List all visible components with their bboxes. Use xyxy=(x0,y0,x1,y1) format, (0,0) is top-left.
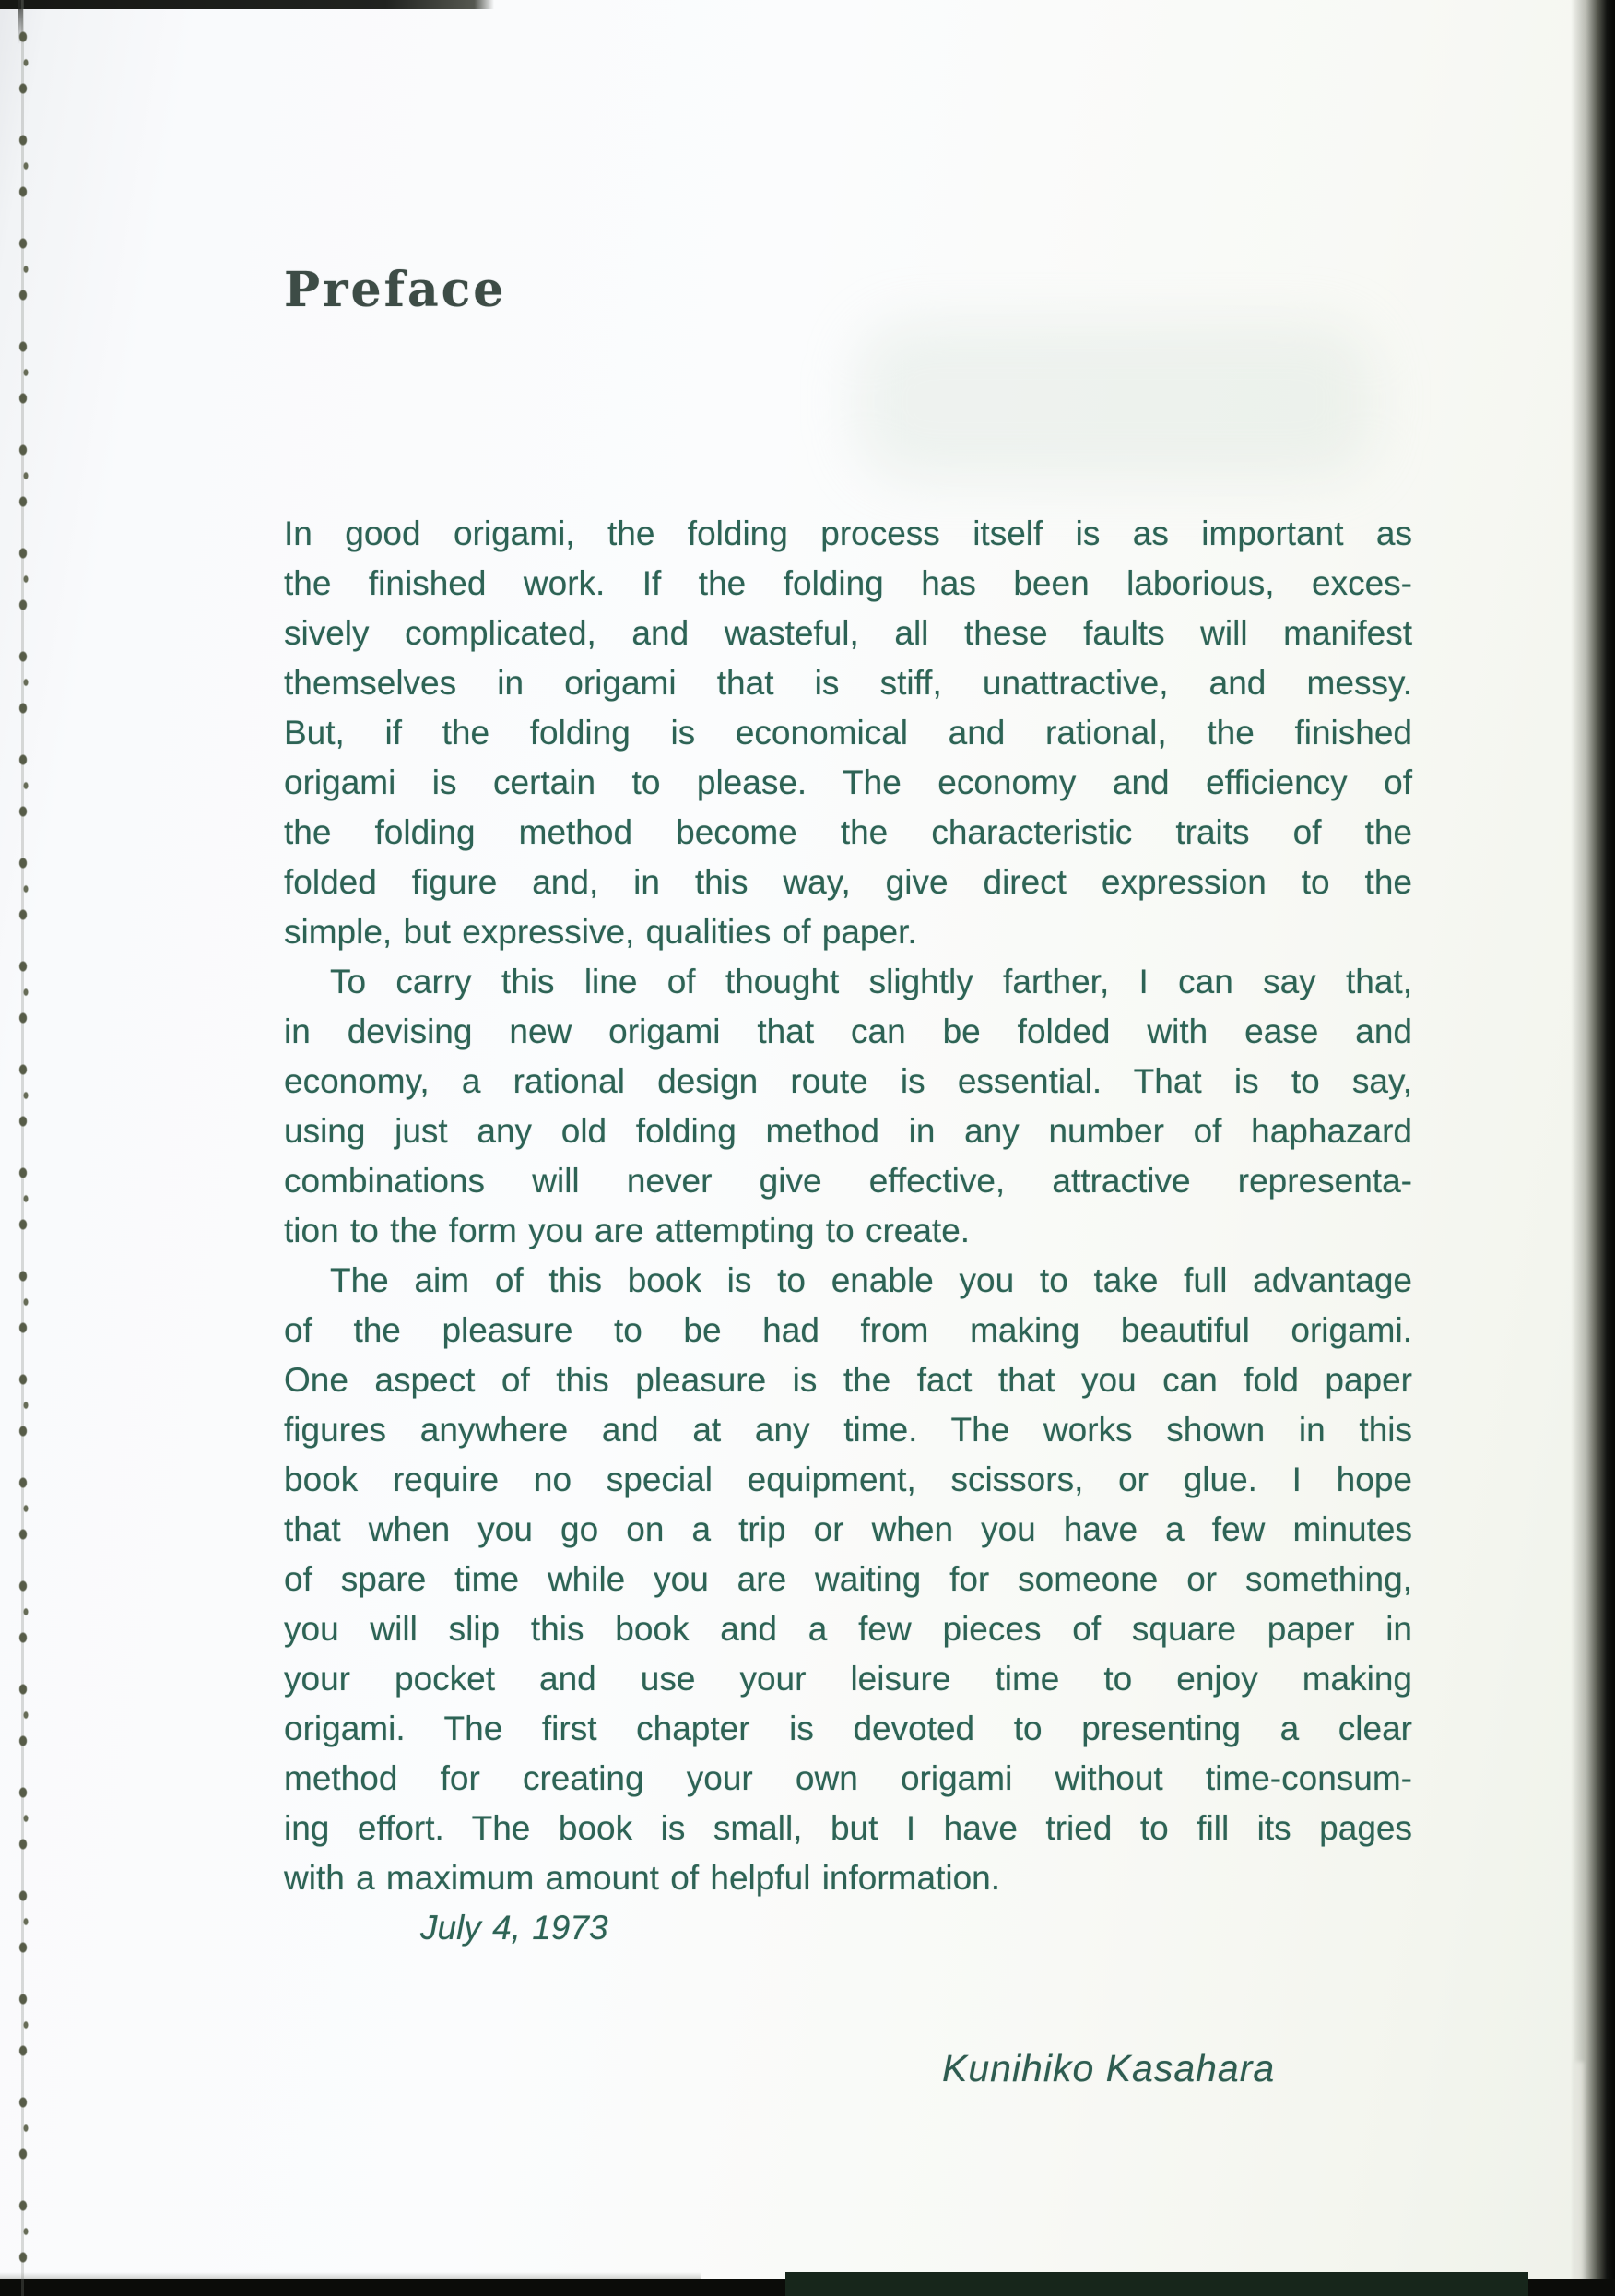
text-line: of spare time while you are waiting for someone or something, xyxy=(284,1560,1412,1598)
text-line: the finished work. If the folding has been laborious, exces- xyxy=(284,564,1412,602)
text-line: But, if the folding is economical and rational, the finished xyxy=(284,714,1412,752)
text-line: tion to the form you are attempting to create. xyxy=(284,1212,971,1249)
text-line: book require no special equipment, scissors, or glue. I hope xyxy=(284,1461,1412,1498)
author-signature: Kunihiko Kasahara xyxy=(942,2047,1276,2089)
text-line: One aspect of this pleasure is the fact that you can fold paper xyxy=(284,1361,1412,1399)
scan-edge-bottom-green xyxy=(785,2272,1528,2296)
text-line: origami is certain to please. The economy and efficiency of xyxy=(284,763,1412,801)
scan-edge-top xyxy=(0,0,494,9)
text-line: your pocket and use your leisure time to enjoy making xyxy=(284,1660,1412,1698)
text-line: The aim of this book is to enable you to take full advantage xyxy=(330,1261,1412,1299)
text-line: figures anywhere and at any time. The works shown in this xyxy=(284,1411,1412,1449)
text-line: combinations will never give effective, attractive representa- xyxy=(284,1162,1412,1200)
binding-stitch-marks xyxy=(13,24,33,2296)
scan-edge-right-highlight xyxy=(1574,2062,1584,2283)
text-line: ing effort. The book is small, but I have tried to fill its pages xyxy=(284,1809,1412,1847)
page-bottom-shadow xyxy=(0,2272,701,2279)
text-line: simple, but expressive, qualities of paper. xyxy=(284,913,917,951)
text-line: method for creating your own origami without time-consum- xyxy=(284,1759,1412,1797)
text-line: folded figure and, in this way, give direct expression to the xyxy=(284,863,1412,901)
reverse-page-ghosting xyxy=(857,323,1373,479)
scan-edge-right xyxy=(1571,0,1615,2296)
text-line: that when you go on a trip or when you have a few minutes xyxy=(284,1510,1412,1548)
text-line: of the pleasure to be had from making beautiful origami. xyxy=(284,1311,1412,1349)
date-line: July 4, 1973 xyxy=(420,1909,608,1947)
text-line: with a maximum amount of helpful information. xyxy=(284,1859,1001,1897)
text-line: In good origami, the folding process itself is as important as xyxy=(284,515,1412,552)
text-line: you will slip this book and a few pieces of square paper in xyxy=(284,1610,1412,1648)
text-line: the folding method become the characteristic traits of the xyxy=(284,813,1412,851)
text-line: economy, a rational design route is essential. That is to say, xyxy=(284,1062,1412,1100)
preface-body xyxy=(284,509,1412,1953)
text-line: sively complicated, and wasteful, all these faults will manifest xyxy=(284,614,1412,652)
text-line: origami. The first chapter is devoted to presenting a clear xyxy=(284,1710,1412,1747)
text-line: using just any old folding method in any number of haphazard xyxy=(284,1112,1412,1150)
text-line: themselves in origami that is stiff, unattractive, and messy. xyxy=(284,664,1412,702)
text-line: in devising new origami that can be folded with ease and xyxy=(284,1012,1412,1050)
text-line: To carry this line of thought slightly farther, I can say that, xyxy=(330,963,1412,1000)
page-title: Preface xyxy=(284,262,507,318)
